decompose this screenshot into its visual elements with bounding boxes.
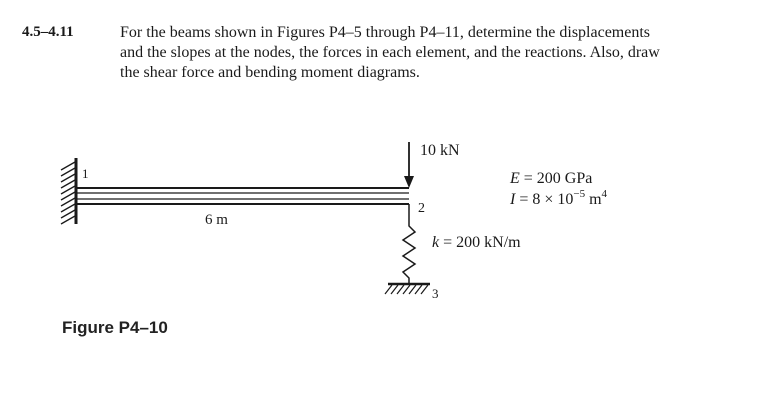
modulus-label: [509, 170, 592, 187]
inertia-value: = 8 × 10: [515, 191, 574, 208]
node-3-label: 3: [432, 286, 439, 301]
modulus-symbol: E: [510, 170, 520, 187]
inertia-unit-exponent: 4: [601, 188, 608, 200]
point-load-arrow: [404, 142, 414, 188]
problem-line-2: and the slopes at the nodes, the forces in each element, and the reactions. Also, draw: [120, 44, 660, 61]
problem-number: 4.5–4.11: [22, 24, 74, 40]
inertia-exponent: −5: [573, 188, 586, 200]
node-1-label: 1: [82, 166, 89, 181]
beam: [77, 188, 409, 204]
fixed-wall-support: [61, 158, 76, 224]
load-label: 10 kN: [420, 142, 460, 159]
node-2-label: 2: [418, 201, 425, 216]
spring-stiffness-label: [432, 234, 521, 251]
spring-value: = 200 kN/m: [439, 234, 521, 251]
problem-line-1: For the beams shown in Figures P4–5 through P4–11, determine the displacements: [120, 24, 651, 41]
inertia-label: [509, 188, 608, 208]
spring-support: [403, 204, 415, 283]
ground-support: [385, 284, 430, 294]
spring-symbol: k: [432, 234, 440, 251]
length-label: 6 m: [205, 212, 228, 228]
figure-caption: Figure P4–10: [62, 318, 168, 337]
inertia-symbol: I: [510, 191, 516, 208]
modulus-value: = 200 GPa: [519, 170, 593, 187]
problem-line-3: the shear force and bending moment diagrams.: [120, 64, 420, 81]
inertia-unit: m: [585, 191, 602, 208]
